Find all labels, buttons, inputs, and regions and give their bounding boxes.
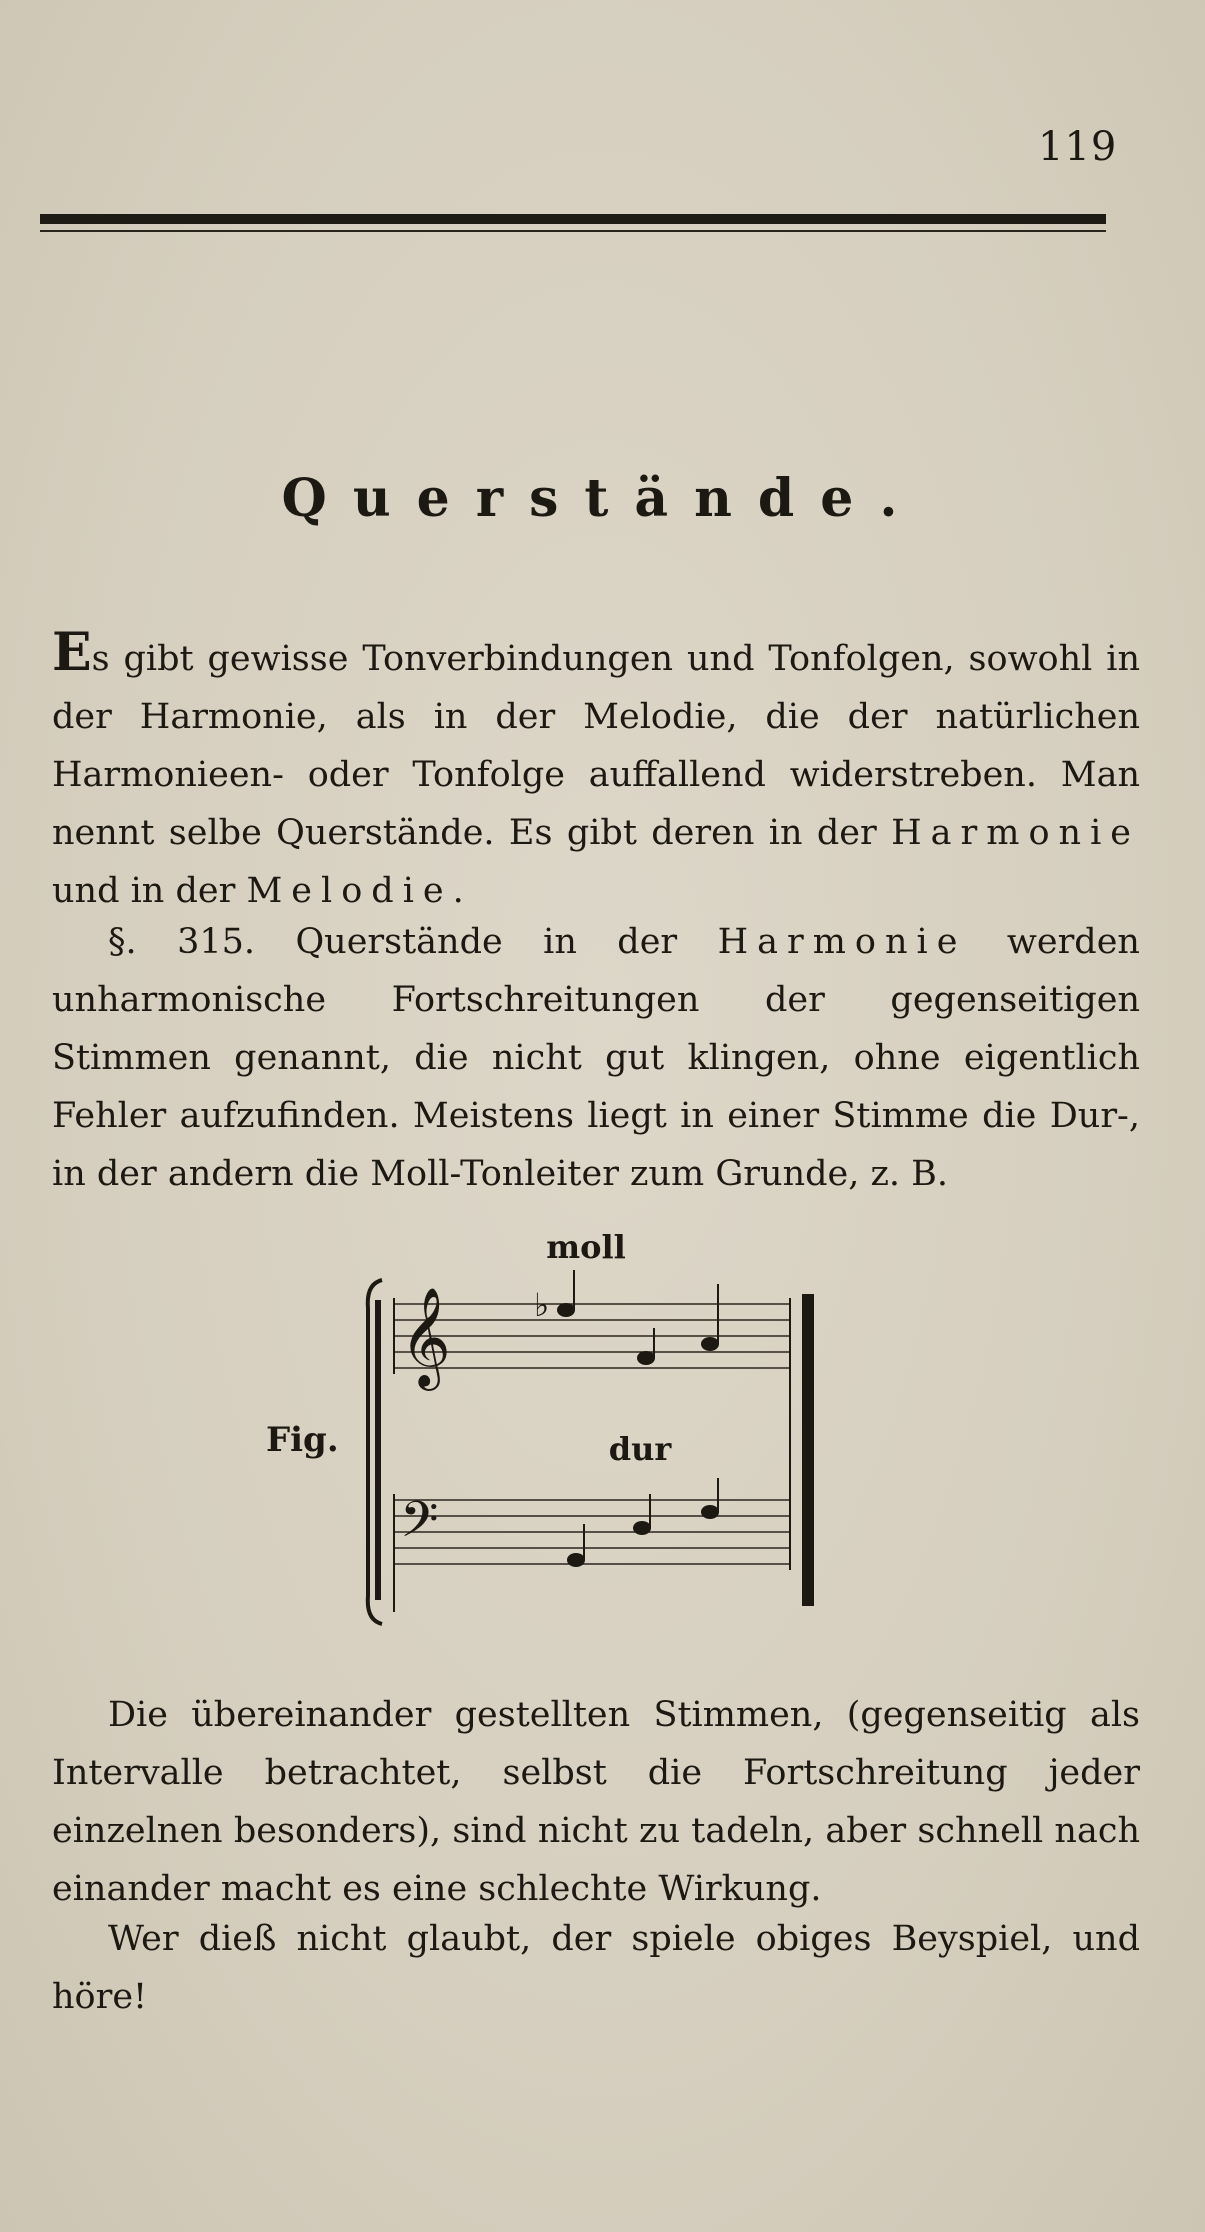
header-rule-thick (40, 214, 1106, 224)
paragraph-intro-end: . (452, 871, 464, 911)
emphasis-harmonie-2: Harmonie (717, 922, 967, 962)
section-number: §. 315. (108, 922, 255, 962)
paragraph-closing (52, 1910, 1140, 2026)
bass-note-2 (633, 1521, 651, 1535)
treble-clef-icon: 𝄞 (400, 1287, 451, 1387)
treble-note-3 (701, 1337, 719, 1351)
chapter-heading: Querstände. (281, 468, 924, 529)
emphasis-melodie: Melodie (246, 871, 453, 911)
paragraph-closing-text: Wer dieß nicht glaubt, der spiele obiges Beyspiel, und höre! (52, 1919, 1140, 2017)
paragraph-intro-text: s gibt gewisse Tonverbindungen und Tonfolgen, sowohl in der Harmonie, als in der Melodie, die der natürlichen Harmonieen- oder Tonfolge auffallend widerstreben. Man nennt selbe Querstände. Es gibt deren in der (52, 639, 1140, 853)
treble-staff (394, 1304, 790, 1368)
paragraph-explanation (52, 1686, 1140, 1918)
paragraph-intro-mid: und in der (52, 871, 236, 911)
paragraph-section-text-a: Querstände in der (295, 922, 678, 962)
header-rule-thin (40, 230, 1106, 232)
bass-clef-icon: 𝄢 (400, 1491, 439, 1561)
dropcap: E (52, 622, 92, 683)
bass-note-3 (701, 1505, 719, 1519)
label-moll: moll (546, 1228, 626, 1266)
paragraph-intro (52, 622, 1140, 920)
label-dur: dur (608, 1430, 672, 1468)
treble-note-1 (557, 1303, 575, 1317)
bass-staff (394, 1500, 790, 1564)
paragraph-section-text-b: werden unharmonische Fortschreitungen der gegenseitigen Stimmen genannt, die nicht gut klingen, ohne eigentlich Fehler aufzufinden. Meistens liegt in einer Stimme die Dur-, in der andern die Moll-Tonleiter zum Grunde, z. B. (52, 922, 1140, 1194)
figure-label: Fig. (266, 1420, 339, 1460)
final-barline (802, 1294, 814, 1606)
treble-note-2 (637, 1351, 655, 1365)
paragraph-section-315 (52, 913, 1140, 1203)
emphasis-harmonie: Harmonie (891, 813, 1140, 853)
paragraph-explanation-text: Die übereinander gestellten Stimmen, (gegenseitig als Intervalle betrachtet, selbst die Fortschreitung jeder einzelnen besonders), sind nicht zu tadeln, aber schnell nach einander macht es eine schlechte Wirkung. (52, 1695, 1140, 1909)
flat-accidental-icon: ♭ (534, 1286, 550, 1324)
bass-note-1 (567, 1553, 585, 1567)
music-example (360, 1228, 840, 1628)
page-number: 119 (1038, 124, 1118, 170)
